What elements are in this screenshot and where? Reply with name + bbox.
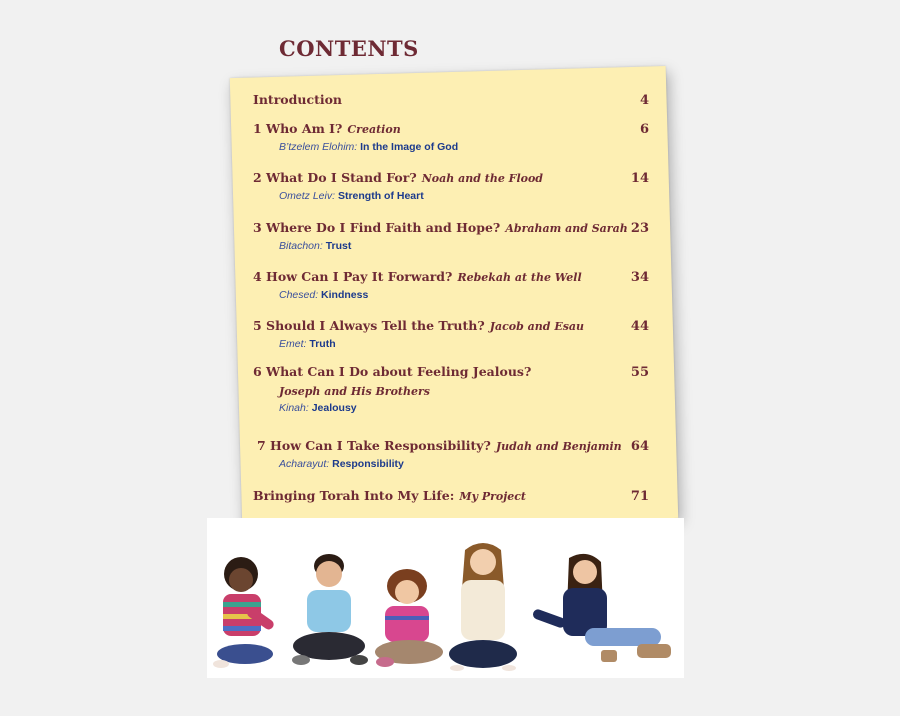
entry-page-number: 64 <box>630 439 649 454</box>
entry-story: Abraham and Sarah <box>505 222 628 235</box>
hebrew-term: B’tzelem Elohim: <box>279 141 358 153</box>
entry-title: 6 What Can I Do about Feeling Jealous? <box>253 364 532 379</box>
entry-title: Introduction <box>253 92 343 107</box>
entry-page-number: 55 <box>630 365 649 380</box>
hebrew-term: Acharayut: <box>279 458 330 470</box>
entry-page-number: 71 <box>630 489 649 504</box>
hebrew-term: Emet: <box>279 338 307 350</box>
entry-title: 1 Who Am I? <box>253 121 343 136</box>
child-figure <box>449 543 517 671</box>
entry-story: Rebekah at the Well <box>457 271 582 284</box>
page-title: CONTENTS <box>279 36 419 61</box>
toc-entry-chapter-5[interactable] <box>253 315 649 350</box>
entry-story: Creation <box>347 123 401 136</box>
english-term: Trust <box>325 240 352 252</box>
children-photo <box>207 518 684 678</box>
entry-page-number: 4 <box>639 93 649 108</box>
english-term: Truth <box>309 338 336 350</box>
entry-story: Joseph and His Brothers <box>279 385 430 398</box>
english-term: Strength of Heart <box>337 190 424 202</box>
hebrew-term: Chesed: <box>279 289 319 301</box>
entry-title: 2 What Do I Stand For? <box>253 170 417 185</box>
hebrew-term: Kinah: <box>279 402 309 414</box>
toc-entry-project[interactable] <box>253 485 649 504</box>
child-figure <box>375 569 443 667</box>
child-figure <box>532 554 671 662</box>
entry-page-number: 6 <box>639 122 649 137</box>
entry-title: Bringing Torah Into My Life: <box>253 488 455 503</box>
entry-page-number: 34 <box>630 270 649 285</box>
entry-story: Jacob and Esau <box>489 320 585 333</box>
hebrew-term: Ometz Leiv: <box>279 190 336 202</box>
english-term: In the Image of God <box>360 141 459 153</box>
toc-entry-chapter-2[interactable] <box>253 167 649 202</box>
child-figure <box>213 557 276 668</box>
toc-entry-chapter-1[interactable] <box>253 118 649 153</box>
toc-entry-introduction[interactable] <box>253 92 649 108</box>
hebrew-term: Bitachon: <box>279 240 323 252</box>
entry-story: Judah and Benjamin <box>495 440 622 453</box>
entry-title: 7 How Can I Take Responsibility? <box>257 438 491 453</box>
entry-story: My Project <box>459 490 526 503</box>
entry-page-number: 23 <box>630 221 649 236</box>
children-illustration <box>207 518 684 678</box>
entry-title: 4 How Can I Pay It Forward? <box>253 269 453 284</box>
child-figure <box>292 554 368 665</box>
entry-page-number: 44 <box>630 319 649 334</box>
toc-entry-chapter-6[interactable] <box>253 364 649 414</box>
entry-story: Noah and the Flood <box>421 172 544 185</box>
entry-title: 5 Should I Always Tell the Truth? <box>253 318 485 333</box>
english-term: Kindness <box>321 289 369 301</box>
entry-page-number: 14 <box>630 171 649 186</box>
toc-entry-chapter-7[interactable] <box>257 435 649 470</box>
entry-title: 3 Where Do I Find Faith and Hope? <box>253 220 501 235</box>
english-term: Jealousy <box>311 402 357 414</box>
english-term: Responsibility <box>332 458 404 470</box>
toc-entry-chapter-4[interactable] <box>253 266 649 301</box>
toc-entry-chapter-3[interactable] <box>253 217 649 252</box>
